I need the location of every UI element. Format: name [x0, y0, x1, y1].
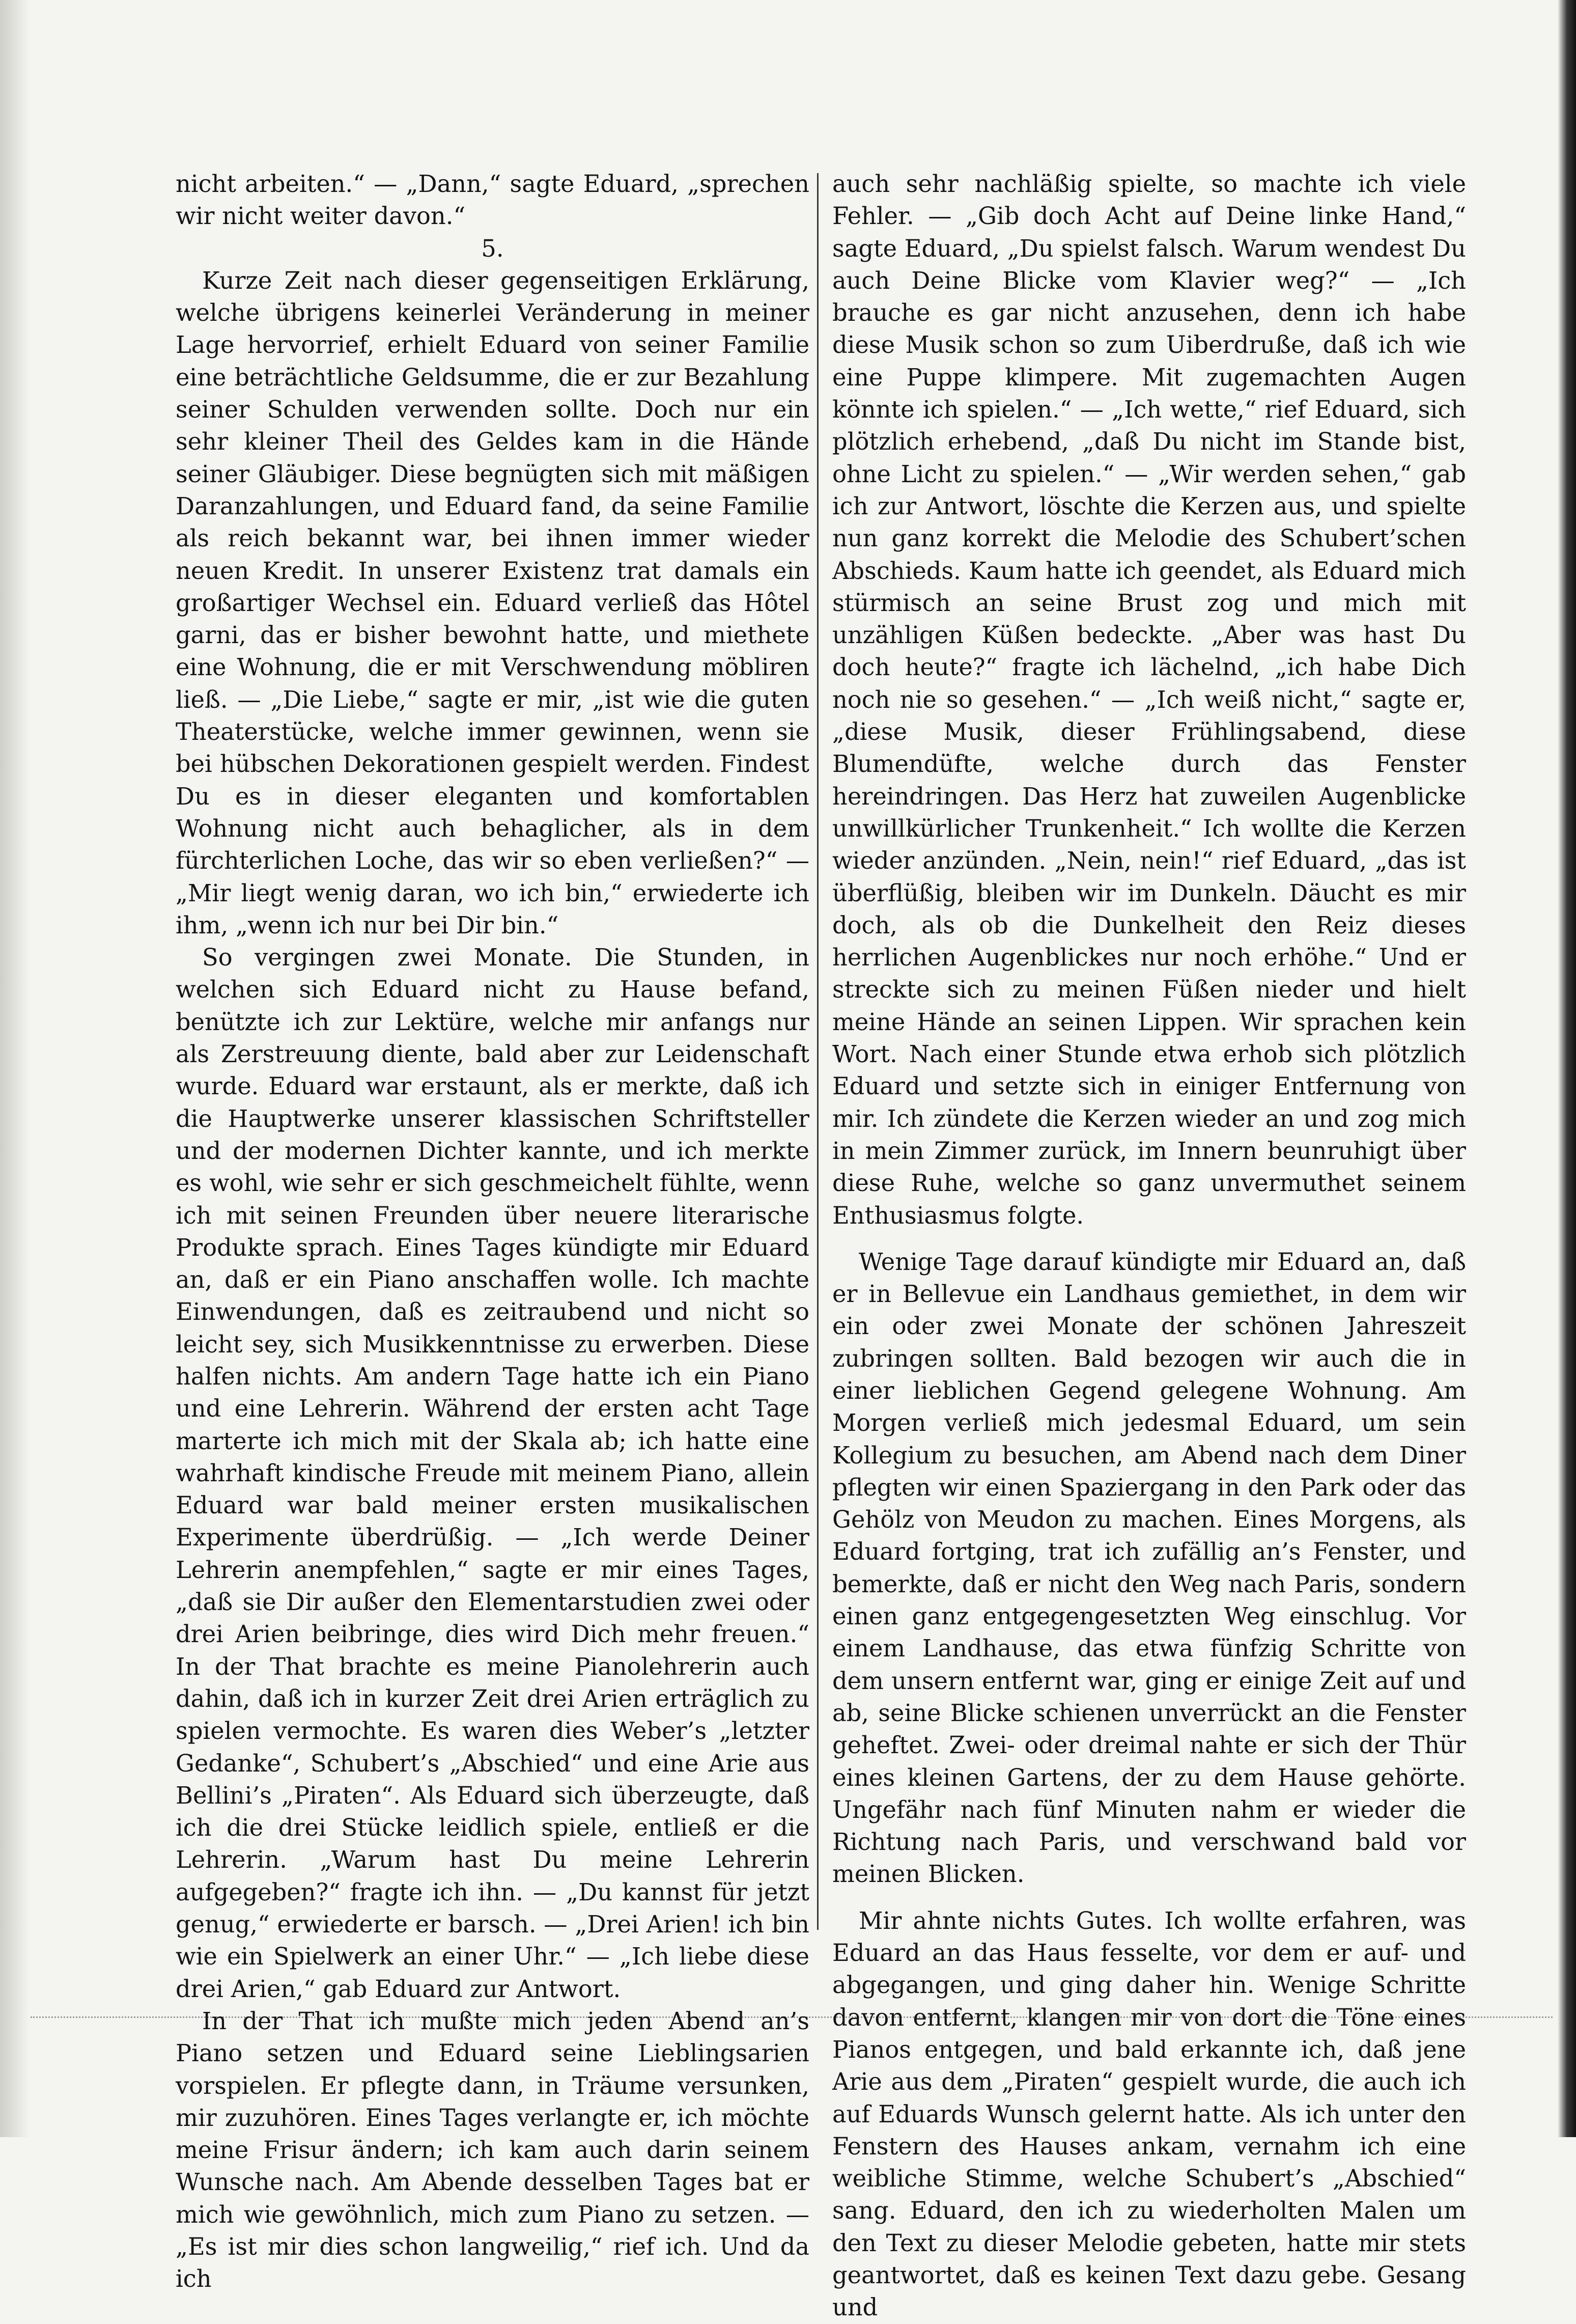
column-divider	[817, 173, 819, 1930]
right-column	[832, 168, 1466, 2321]
scan-right-edge-shadow	[1558, 0, 1576, 2137]
right-paragraph-3: Mir ahnte nichts Gutes. Ich wollte erfahren, was Eduard an das Haus fesselte, vor dem er auf- und abgegangen, und ging daher hin. Wenige Schritte davon entfernt, klangen mir von dort die Töne eines Pianos entgegen, und bald erkannte ich, daß jene Arie aus dem „Piraten“ gespielt wurde, die auch ich auf Eduards Wunsch gelernt hatte. Als ich unter den Fenstern des Hauses ankam, vernahm ich eine weibliche Stimme, welche Schubert’s „Abschied“ sang. Eduard, den ich zu wiederholten Malen um den Text zu dieser Melodie gebeten, hatte mir stets geantwortet, daß es keinen Text dazu gebe. Gesang und	[832, 1906, 1466, 2321]
carry-over-paragraph: nicht arbeiten.“ — „Dann,“ sagte Eduard, „sprechen wir nicht weiter davon.“	[176, 170, 809, 230]
left-paragraph-2: So vergingen zwei Monate. Die Stunden, in welchen sich Eduard nicht zu Hause befand, benützte ich zur Lektüre, welche mir anfangs nur als Zerstreuung diente, bald aber zur Leidenschaft wurde. Eduard war erstaunt, als er merkte, daß ich die Hauptwerke unserer klassischen Schriftsteller und der modernen Dichter kannte, und ich merkte es wohl, wie sehr er sich geschmeichelt fühlte, wenn ich mit seinen Freunden über neuere literarische Produkte sprach. Eines Tages kündigte mir Eduard an, daß er ein Piano anschaffen wolle. Ich machte Einwendungen, daß es zeitraubend und nicht so leicht sey, sich Musikkenntnisse zu erwerben. Diese halfen nichts. Am andern Tage hatte ich ein Piano und eine Lehrerin. Während der ersten acht Tage marterte ich mich mit der Skala ab; ich hatte eine wahrhaft kindische Freude mit meinem Piano, allein Eduard war bald meiner ersten musikalischen Experimente überdrüßig. — „Ich werde Deiner Lehrerin anempfehlen,“ sagte er mir eines Tages, „daß sie Dir außer den Elementarstudien zwei oder drei Arien beibringe, dies wird Dich mehr freuen.“ In der That brachte es meine Pianolehrerin auch dahin, daß ich in kurzer Zeit drei Arien erträglich zu spielen vermochte. Es waren dies Weber’s „letzter Gedanke“, Schubert’s „Abschied“ und eine Arie aus Bellini’s „Piraten“. Als Eduard sich überzeugte, daß ich die drei Stücke leidlich spiele, entließ er die Lehrerin. „Warum hast Du meine Lehrerin aufgegeben?“ fragte ich ihn. — „Du kannst für jetzt genug,“ erwiederte er barsch. — „Drei Arien! ich bin wie ein Spielwerk an einer Uhr.“ — „Ich liebe diese drei Arien,“ gab Eduard zur Antwort.	[176, 944, 809, 2003]
section-number: 5.	[481, 234, 504, 262]
left-paragraph-3: In der That ich mußte mich jeden Abend an’s Piano setzen und Eduard seine Lieblingsarien vorspielen. Er pflegte dann, in Träume versunken, mir zuzuhören. Eines Tages verlangte er, ich möchte meine Frisur ändern; ich kam auch darin seinem Wunsche nach. Am Abende desselben Tages bat er mich wie gewöhnlich, mich zum Piano zu setzen. — „Es ist mir dies schon langweilig,“ rief ich. Und da ich	[176, 2007, 809, 2293]
right-paragraph-2: Wenige Tage darauf kündigte mir Eduard an, daß er in Bellevue ein Landhaus gemiethet, in dem wir ein oder zwei Monate der schönen Jahreszeit zubringen sollten. Bald bezogen wir auch die in einer lieblichen Gegend gelegene Wohnung. Am Morgen verließ mich jedesmal Eduard, um sein Kollegium zu besuchen, am Abend nach dem Diner pflegten wir einen Spaziergang in den Park oder das Gehölz von Meudon zu machen. Eines Morgens, als Eduard fortging, trat ich zufällig an’s Fenster, und bemerkte, daß er nicht den Weg nach Paris, sondern einen ganz entgegengesetzten Weg einschlug. Vor einem Landhause, das etwa fünfzig Schritte von dem unsern entfernt war, ging er einige Zeit auf und ab, seine Blicke schienen unverrückt an die Fenster geheftet. Zwei- oder dreimal nahte er sich der Thür eines kleinen Gartens, der zu dem Hause gehörte. Ungefähr nach fünf Minuten nahm er wieder die Richtung nach Paris, und verschwand bald vor meinen Blicken.	[832, 1248, 1466, 1888]
right-paragraph-1: auch sehr nachläßig spielte, so machte ich viele Fehler. — „Gib doch Acht auf Deine linke Hand,“ sagte Eduard, „Du spielst falsch. Warum wendest Du auch Deine Blicke vom Klavier weg?“ — „Ich brauche es gar nicht anzusehen, denn ich habe diese Musik schon so zum Uiberdruße, daß ich wie eine Puppe klimpere. Mit zugemachten Augen könnte ich spielen.“ — „Ich wette,“ rief Eduard, sich plötzlich erhebend, „daß Du nicht im Stande bist, ohne Licht zu spielen.“ — „Wir werden sehen,“ gab ich zur Antwort, löschte die Kerzen aus, und spielte nun ganz korrekt die Melodie des Schubert’schen Abschieds. Kaum hatte ich geendet, als Eduard mich stürmisch an seine Brust zog und mich mit unzähligen Küßen bedeckte. „Aber was hast Du doch heute?“ fragte ich lächelnd, „ich habe Dich noch nie so gesehen.“ — „Ich weiß nicht,“ sagte er, „diese Musik, dieser Frühlingsabend, diese Blumendüfte, welche durch das Fenster hereindringen. Das Herz hat zuweilen Augenblicke unwillkürlicher Trunkenheit.“ Ich wollte die Kerzen wieder anzünden. „Nein, nein!“ rief Eduard, „das ist überflüßig, bleiben wir im Dunkeln. Däucht es mir doch, als ob die Dunkelheit den Reiz dieses herrlichen Augenblickes nur noch erhöhe.“ Und er streckte sich zu meinen Füßen nieder und hielt meine Hände an seinen Lippen. Wir sprachen kein Wort. Nach einer Stunde etwa erhob sich plötzlich Eduard und setzte sich in einiger Entfernung von mir. Ich zündete die Kerzen wieder an und zog mich in mein Zimmer zurück, im Innern beunruhigt über diese Ruhe, welche so ganz unvermuthet seinem Enthusiasmus folgte.	[832, 170, 1466, 1229]
scan-left-edge-shadow	[0, 0, 30, 2137]
left-paragraph-1: Kurze Zeit nach dieser gegenseitigen Erklärung, welche übrigens keinerlei Veränderung in meiner Lage hervorrief, erhielt Eduard von seiner Familie eine beträchtliche Geldsumme, die er zur Bezahlung seiner Schulden verwenden sollte. Doch nur ein sehr kleiner Theil des Geldes kam in die Hände seiner Gläubiger. Diese begnügten sich mit mäßigen Daranzahlungen, und Eduard fand, da seine Familie als reich bekannt war, bei ihnen immer wieder neuen Kredit. In unserer Existenz trat damals ein großartiger Wechsel ein. Eduard verließ das Hôtel garni, das er bisher bewohnt hatte, und miethete eine Wohnung, die er mit Verschwendung möbliren ließ. — „Die Liebe,“ sagte er mir, „ist wie die guten Theaterstücke, welche immer gewinnen, wenn sie bei hübschen Dekorationen gespielt werden. Findest Du es in dieser eleganten und komfortablen Wohnung nicht auch behaglicher, als in dem fürchterlichen Loche, das wir so eben verließen?“ — „Mir liegt wenig daran, wo ich bin,“ erwiederte ich ihm, „wenn ich nur bei Dir bin.“	[176, 266, 809, 939]
left-column	[176, 168, 809, 2293]
